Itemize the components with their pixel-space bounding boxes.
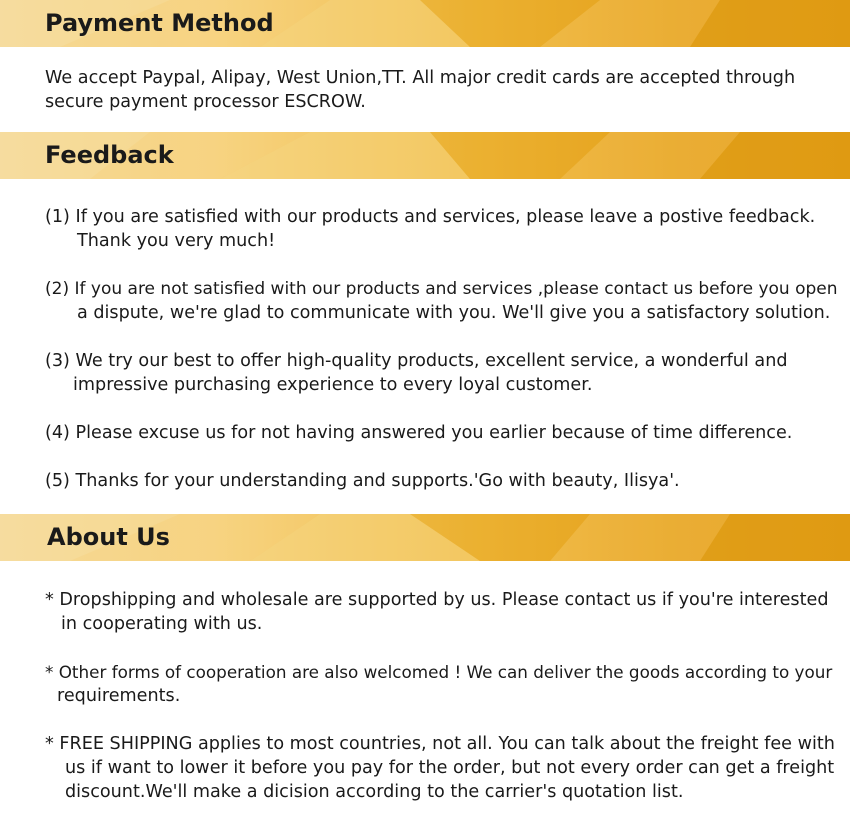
- feedback-item-3-line-2: impressive purchasing experience to every loyal customer.: [73, 375, 593, 395]
- about-item-3-line-2: us if want to lower it before you pay for the order, but not every order can get a freight: [65, 758, 835, 778]
- about-item-1-line-1: * Dropshipping and wholesale are supported by us. Please contact us if you're interested: [45, 590, 829, 610]
- about-item-2: [45, 660, 832, 708]
- feedback-item-2: [45, 277, 838, 325]
- about-item-1-line-2: in cooperating with us.: [61, 614, 263, 634]
- feedback-item-1: [45, 205, 815, 253]
- payment-method-banner: [0, 0, 850, 47]
- feedback-item-1-line-1: (1) If you are satisfied with our products and services, please leave a postive feedback.: [45, 207, 816, 227]
- feedback-item-1-line-2: Thank you very much!: [77, 231, 276, 251]
- feedback-item-5: [45, 469, 680, 493]
- about-item-2-line-1: * Other forms of cooperation are also welcomed ! We can deliver the goods according to your: [45, 662, 833, 682]
- feedback-banner: [0, 132, 850, 179]
- payment-method-text: [45, 66, 795, 114]
- about-item-3: [45, 732, 835, 804]
- payment-line-1: We accept Paypal, Alipay, West Union,TT. All major credit cards are accepted through: [45, 68, 796, 88]
- feedback-item-2-line-1: (2) If you are not satisfied with our products and services ,please contact us before you open: [45, 279, 838, 299]
- about-item-3-line-3: discount.We'll make a dicision according to the carrier's quotation list.: [65, 782, 684, 802]
- about-item-1: [45, 588, 829, 636]
- about-us-title: About Us: [47, 523, 170, 551]
- feedback-item-3-line-1: (3) We try our best to offer high-quality products, excellent service, a wonderful and: [45, 351, 788, 371]
- feedback-item-2-line-2: a dispute, we're glad to communicate with you. We'll give you a satisfactory solution.: [77, 303, 831, 323]
- about-us-banner: [0, 514, 850, 561]
- payment-method-title: Payment Method: [45, 9, 274, 37]
- feedback-item-5-line-1: (5) Thanks for your understanding and supports.'Go with beauty, Ilisya'.: [45, 471, 680, 491]
- feedback-item-4: [45, 421, 792, 445]
- about-item-2-line-2: requirements.: [57, 686, 181, 706]
- about-item-3-line-1: * FREE SHIPPING applies to most countries, not all. You can talk about the freight fee with: [45, 734, 835, 754]
- feedback-item-4-line-1: (4) Please excuse us for not having answered you earlier because of time difference.: [45, 423, 793, 443]
- feedback-item-3: [45, 349, 788, 397]
- payment-line-2: secure payment processor ESCROW.: [45, 92, 366, 112]
- feedback-title: Feedback: [45, 141, 174, 169]
